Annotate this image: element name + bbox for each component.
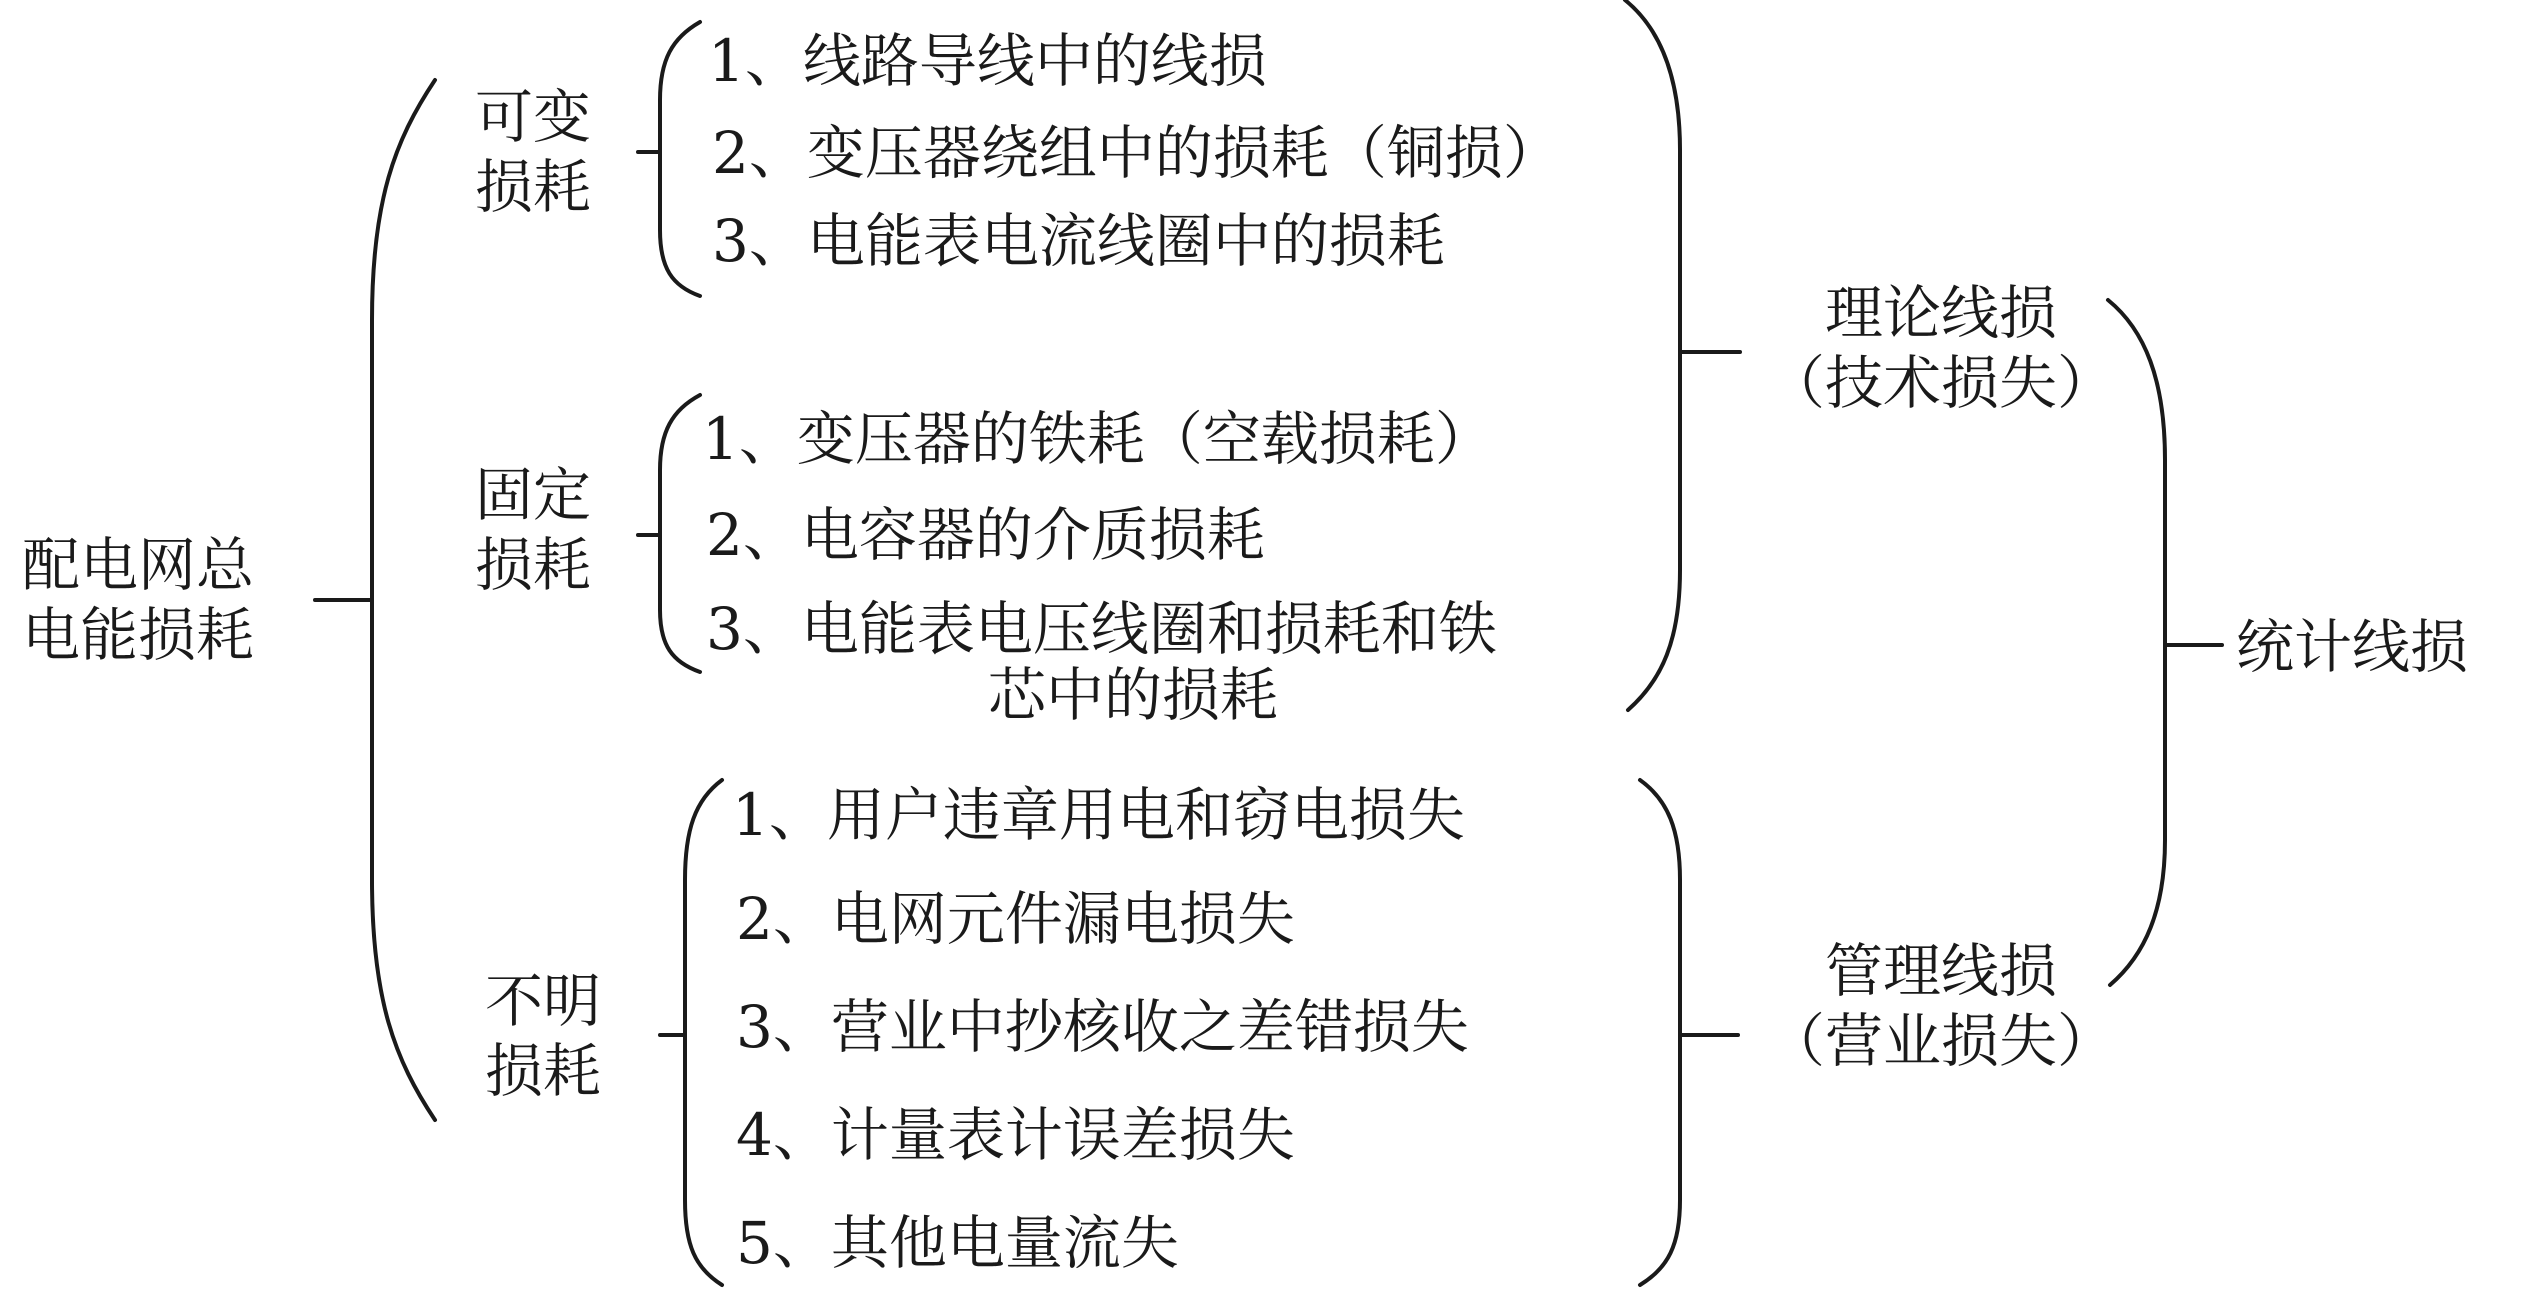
unknown-left-brace [685, 780, 722, 1285]
unknown-item-4: 4、计量表计误差损失 [736, 1101, 1295, 1169]
theoretical-right-brace [1625, 0, 1680, 710]
unknown-loss-label-line2: 损耗 [484, 1037, 601, 1105]
management-loss-line1: 管理线损 [1824, 937, 2057, 1005]
unknown-loss-label [468, 966, 618, 1106]
fixed-item-3: 3、电能表电压线圈和损耗和铁 [706, 595, 1497, 663]
unknown-loss-label-line1: 不明 [484, 967, 601, 1035]
variable-left-brace [660, 22, 700, 296]
fixed-loss-label-line2: 损耗 [474, 531, 591, 599]
theoretical-loss-line1: 理论线损 [1824, 279, 2057, 347]
variable-loss-label-line2: 损耗 [474, 153, 591, 221]
fixed-item-3-continued: 芯中的损耗 [988, 661, 1279, 729]
variable-loss-label-line1: 可变 [474, 83, 591, 151]
fixed-loss-label [458, 460, 608, 600]
management-loss-line2: （营业损失） [1766, 1007, 2115, 1075]
variable-loss-label [458, 82, 608, 222]
unknown-item-5: 5、其他电量流失 [736, 1209, 1179, 1277]
unknown-item-1: 1、用户违章用电和窃电损失 [732, 781, 1465, 849]
statistical-loss-label: 统计线损 [2236, 613, 2469, 681]
fixed-item-1: 1、变压器的铁耗（空载损耗） [702, 405, 1493, 473]
fixed-loss-label-line1: 固定 [474, 461, 591, 529]
variable-item-3: 3、电能表电流线圈中的损耗 [712, 207, 1445, 275]
root-label-line1: 配电网总 [22, 531, 255, 599]
management-loss-label [1756, 936, 2126, 1076]
variable-item-1: 1、线路导线中的线损 [708, 27, 1267, 95]
management-right-brace [1640, 780, 1680, 1285]
unknown-item-2: 2、电网元件漏电损失 [736, 885, 1295, 953]
theoretical-loss-label [1756, 278, 2126, 418]
fixed-item-2: 2、电容器的介质损耗 [706, 501, 1265, 569]
root-label-line2: 电能损耗 [22, 601, 255, 669]
fixed-left-brace [660, 395, 700, 672]
theoretical-loss-line2: （技术损失） [1766, 349, 2115, 417]
unknown-item-3: 3、营业中抄核收之差错损失 [736, 993, 1469, 1061]
main-left-brace [372, 80, 435, 1120]
root-label [22, 530, 254, 670]
variable-item-2: 2、变压器绕组中的损耗（铜损） [712, 119, 1561, 187]
